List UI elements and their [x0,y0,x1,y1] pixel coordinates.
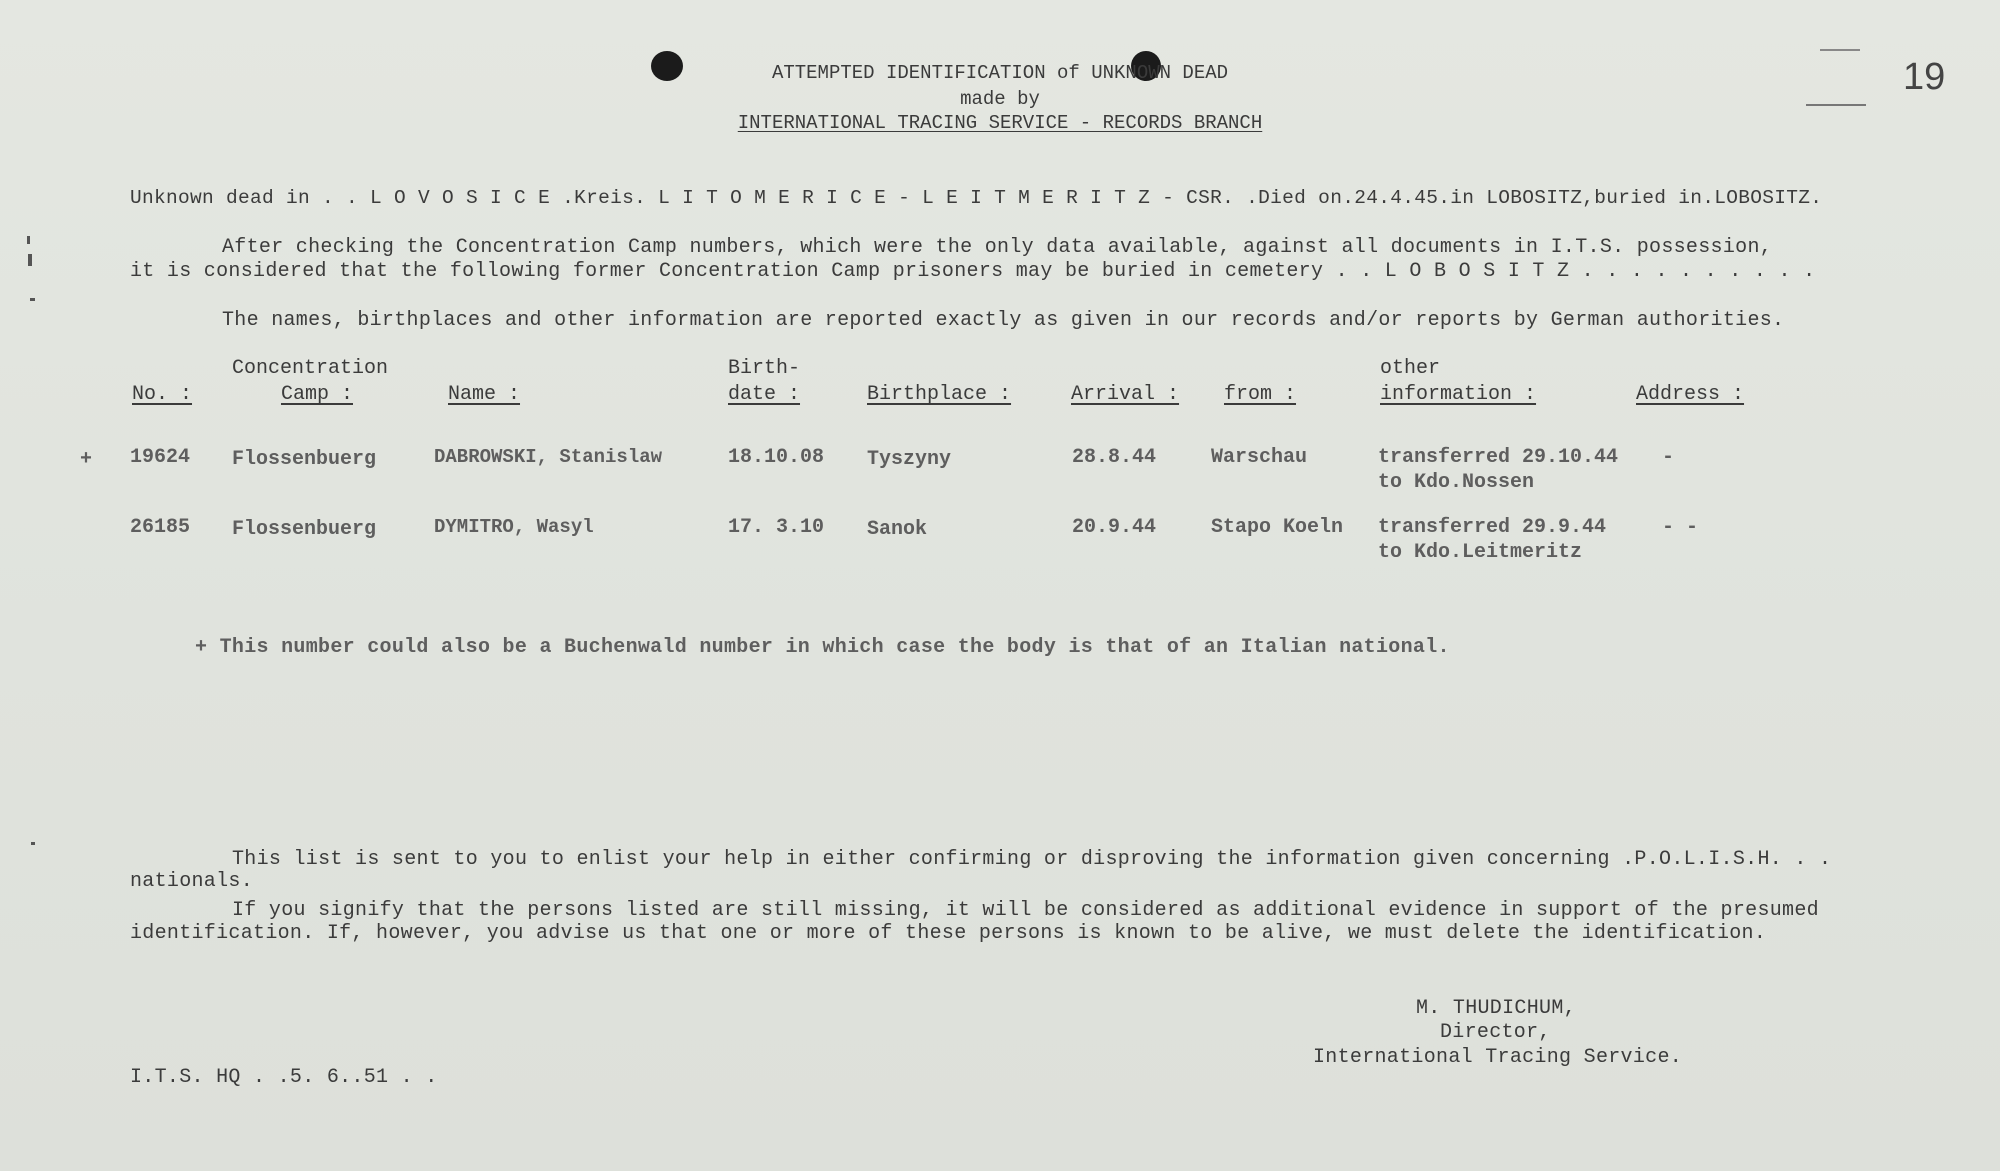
cell-camp: Flossenbuerg [232,448,377,471]
paragraph-intro-line1: After checking the Concentration Camp numbers, which were the only data available, against all documents in I.T.S. possession, [222,236,1773,259]
page-number: 19 [1903,56,1946,98]
footnote: + This number could also be a Buchenwald number in which case the body is that of an Italian national. [195,636,1450,659]
margin-mark [30,298,35,301]
cell-camp: Flossenbuerg [232,518,377,541]
document-subtitle: made by [960,88,1040,110]
unknown-dead-line: Unknown dead in . . L O V O S I C E .Kreis. L I T O M E R I C E - L E I T M E R I T Z - CSR. .Died on.24.4.45.in LOBOSITZ,buried in.LOBOSITZ. [130,187,1823,209]
paragraph-intro-line2: it is considered that the following former Concentration Camp prisoners may be buried in cemetery . . L O B O S I T Z . . . . . . . . . . [130,260,1816,283]
col-header-other-bottom: information : [1380,383,1537,406]
cell-arrival: 20.9.44 [1072,516,1157,539]
col-header-birth-bottom: date : [728,383,801,406]
col-header-camp-bottom: Camp : [280,383,353,406]
cell-birthdate: 18.10.08 [728,446,825,469]
cell-name: DABROWSKI, Stanislaw [434,446,663,468]
cell-address: - [1662,446,1675,469]
cell-info-line2: to Kdo.Nossen [1378,471,1535,494]
col-header-name: Name : [448,383,521,406]
paragraph-request-line1: This list is sent to you to enlist your help in either confirming or disproving the information given concerning .P.O.L.I.S.H. . . [232,848,1832,871]
cell-birthdate: 17. 3.10 [728,516,825,539]
margin-mark [27,236,30,244]
paragraph-notice: The names, birthplaces and other information are reported exactly as given in our records and/or reports by German authorities. [222,309,1785,332]
cell-from: Stapo Koeln [1211,516,1344,539]
col-header-address: Address : [1636,383,1745,406]
cell-info-line2: to Kdo.Leitmeritz [1378,541,1583,564]
cell-birthplace: Tyszyny [867,448,952,471]
cell-info-line1: transferred 29.10.44 [1378,446,1619,469]
paragraph-evidence-line2: identification. If, however, you advise us that one or more of these persons is known to be alive, we must delete the identification. [130,922,1767,945]
signature-title: Director, [1440,1021,1551,1044]
cell-name: DYMITRO, Wasyl [434,516,594,538]
margin-mark [31,842,35,845]
paragraph-evidence-line1: If you signify that the persons listed are still missing, it will be considered as additional evidence in support of the presumed [232,899,1819,922]
row-marker: + [80,448,93,471]
col-header-birthplace: Birthplace : [867,383,1012,406]
signature-name: M. THUDICHUM, [1416,997,1576,1020]
paragraph-request-line2: nationals. [130,870,254,893]
col-header-other-top: other [1380,357,1441,380]
col-header-birth-top: Birth- [728,357,801,380]
cell-info-line1: transferred 29.9.44 [1378,516,1607,539]
cell-no: 26185 [130,516,191,539]
cell-birthplace: Sanok [867,518,928,541]
cell-arrival: 28.8.44 [1072,446,1157,469]
margin-mark [1806,104,1866,106]
document-issuer: INTERNATIONAL TRACING SERVICE - RECORDS BRANCH [737,112,1263,134]
reference-line: I.T.S. HQ . .5. 6..51 . . [130,1066,438,1089]
margin-mark [1820,49,1860,51]
col-header-from: from : [1224,383,1297,406]
margin-mark [28,254,32,266]
cell-address: - - [1662,516,1699,539]
cell-no: 19624 [130,446,191,469]
signature-organization: International Tracing Service. [1313,1046,1683,1069]
document-title: ATTEMPTED IDENTIFICATION of UNKNOWN DEAD [771,62,1229,84]
col-header-camp-top: Concentration [232,357,389,380]
cell-from: Warschau [1211,446,1308,469]
col-header-arrival: Arrival : [1071,383,1180,406]
col-header-no: No. : [132,383,193,406]
